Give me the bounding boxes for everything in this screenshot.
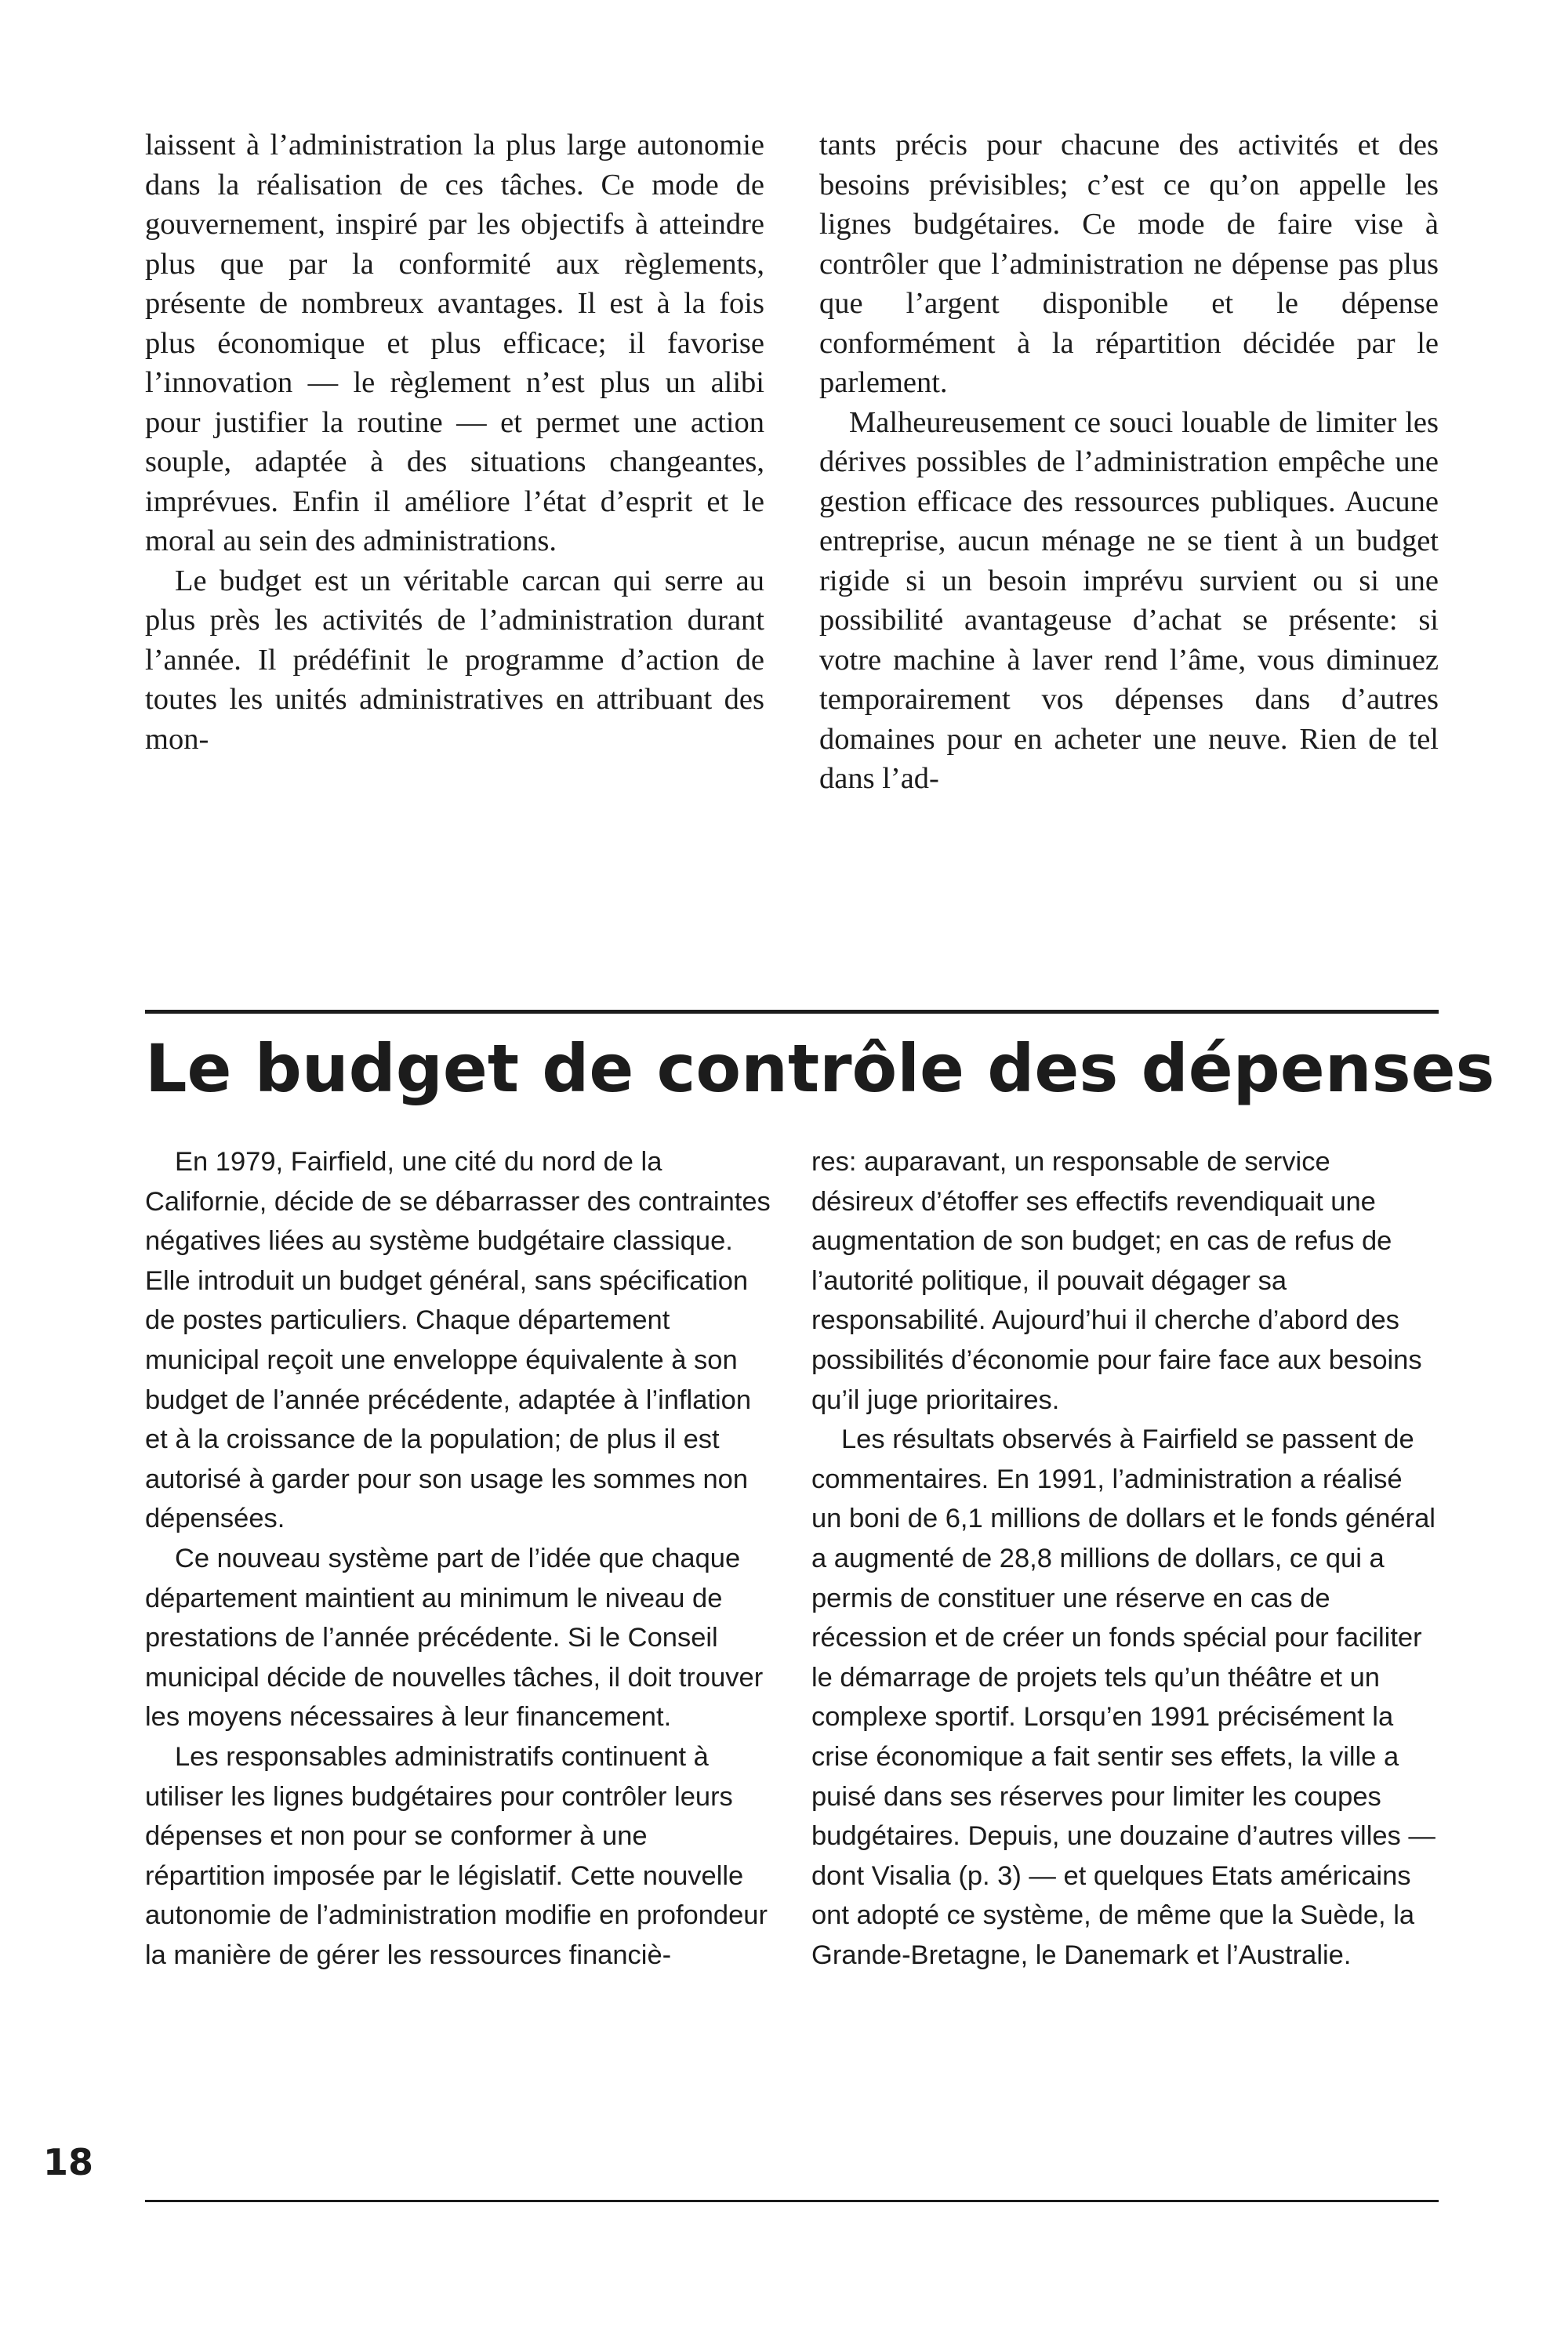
intro-left-column	[145, 125, 764, 799]
article-right-paragraph-2: Les résultats observés à Fairfield se passent de commentaires. En 1991, l’administration a réalisé un boni de 6,1 millions de dollars et le fonds général a augmenté de 28,8 millions de dollars, ce qui a permis de constituer une réserve en cas de récession et de créer un fonds spécial pour faciliter le démarrage de projets tels qu’un théâtre et un complexe sportif. Lorsqu’en 1991 précisément la crise économique a fait sentir ses effets, la ville a puisé dans ses réserves pour limiter les coupes budgétaires. Depuis, une douzaine d’autres villes — dont Visalia (p. 3) — et quelques Etats américains ont adopté ce système, de même que la Suède, la Grande-Bretagne, le Danemark et l’Australie.	[811, 1424, 1436, 1970]
article-right-column	[811, 1142, 1439, 1975]
article-left-paragraph-3: Les responsables administratifs continuent à utiliser les lignes budgétaires pour contrôler leurs dépenses et non pour se conformer à une répartition imposée par le législatif. Cette nouvelle autonomie de l’administration modifie en profondeur la manière de gérer les ressources financiè-	[145, 1741, 768, 1970]
article-title: Le budget de contrôle des dépenses	[145, 1030, 1495, 1107]
article-top-rule	[145, 1010, 1439, 1014]
page-number: 18	[43, 2141, 94, 2183]
article-columns	[145, 1142, 1439, 1975]
intro-right-paragraph-2: Malheureusement ce souci louable de limiter les dérives possibles de l’administration empêche une gestion efficace des ressources publiques. Aucune entreprise, aucun ménage ne se tient à un budget rigide si un besoin imprévu survient ou si une possibilité avantageuse d’achat se présente: si votre machine à laver rend l’âme, vous diminuez temporairement vos dépenses dans d’autres domaines pour en acheter une neuve. Rien de tel dans l’ad-	[819, 405, 1439, 795]
intro-left-paragraph-1: laissent à l’administration la plus large autonomie dans la réalisation de ces tâches. Ce mode de gouvernement, inspiré par les objectifs à atteindre plus que par la conformité aux règlements, présente de nombreux avantages. Il est à la fois plus économique et plus efficace; il favorise l’innovation — le règlement n’est plus un alibi pour justifier la routine — et permet une action souple, adaptée à des situations changeantes, imprévues. Enfin il améliore l’état d’esprit et le moral au sein des administrations.	[145, 129, 764, 557]
intro-left-paragraph-2: Le budget est un véritable carcan qui serre au plus près les activités de l’administration durant l’année. Il prédéfinit le programme d’action de toutes les unités administratives en attribuant des mon-	[145, 564, 764, 756]
article-right-paragraph-1: res: auparavant, un responsable de service désireux d’étoffer ses effectifs revendiquait une augmentation de son budget; en cas de refus de l’autorité politique, il pouvait dégager sa responsabilité. Aujourd’hui il cherche d’abord des possibilités d’économie pour faire face aux besoins qu’il juge prioritaires.	[811, 1147, 1422, 1415]
intro-right-paragraph-1: tants précis pour chacune des activités et des besoins prévisibles; c’est ce qu’on appelle les lignes budgétaires. Ce mode de faire vise à contrôler que l’administration ne dépense pas plus que l’argent disponible et le dépense conformément à la répartition décidée par le parlement.	[819, 129, 1439, 399]
intro-right-column	[819, 125, 1439, 799]
article-left-paragraph-2: Ce nouveau système part de l’idée que chaque département maintient au minimum le niveau de prestations de l’année précédente. Si le Conseil municipal décide de nouvelles tâches, il doit trouver les moyens nécessaires à leur financement.	[145, 1543, 764, 1733]
article-bottom-rule	[145, 2200, 1439, 2202]
article-left-paragraph-1: En 1979, Fairfield, une cité du nord de la Californie, décide de se débarrasser des contraintes négatives liées au système budgétaire classique. Elle introduit un budget général, sans spécification de postes particuliers. Chaque département municipal reçoit une enveloppe équivalente à son budget de l’année précédente, adaptée à l’inflation et à la croissance de la population; de plus il est autorisé à garder pour son usage les sommes non dépensées.	[145, 1147, 771, 1534]
article-left-column	[145, 1142, 772, 1975]
intro-columns	[145, 125, 1439, 799]
